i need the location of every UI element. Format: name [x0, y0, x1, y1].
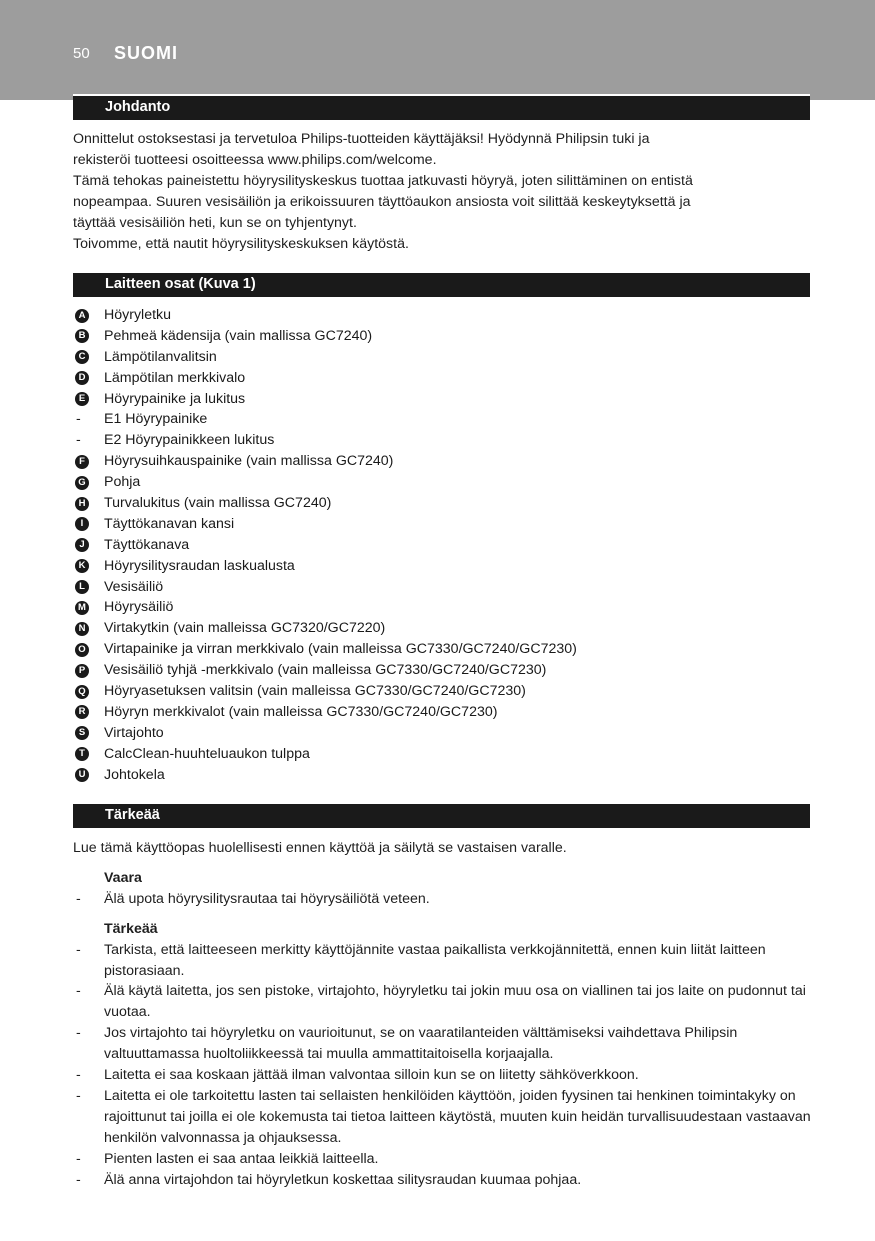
part-item	[73, 514, 813, 535]
warning-heading: Tärkeää	[104, 920, 158, 937]
bullet-item	[73, 981, 813, 1023]
part-letter-badge: G	[75, 476, 89, 490]
part-label: E1 Höyrypainike	[104, 411, 208, 428]
important-content	[73, 838, 813, 1191]
part-item	[73, 472, 813, 493]
danger-list	[73, 889, 813, 910]
part-letter-badge: D	[75, 371, 89, 385]
part-label: Johtokela	[104, 766, 165, 783]
part-item	[73, 368, 813, 389]
part-label: Vesisäiliö tyhjä -merkkivalo (vain malleissa GC7330/GC7240/GC7230)	[104, 662, 547, 679]
part-letter-badge: N	[75, 622, 89, 636]
part-letter-badge: O	[75, 643, 89, 657]
dash-marker: -	[76, 432, 81, 449]
part-label: E2 Höyrypainikkeen lukitus	[104, 432, 275, 449]
bullet-dash: -	[76, 983, 81, 1000]
intro-line: Toivomme, että nautit höyrysilityskeskuksen käytöstä.	[73, 235, 409, 252]
intro-text	[73, 129, 813, 254]
part-letter-badge: C	[75, 350, 89, 364]
part-item	[73, 535, 813, 556]
part-label: Höyrysuihkauspainike (vain mallissa GC7240)	[104, 453, 394, 470]
part-label: Pohja	[104, 474, 141, 491]
part-letter-badge: K	[75, 559, 89, 573]
part-label: Höyryasetuksen valitsin (vain malleissa GC7330/GC7240/GC7230)	[104, 683, 526, 700]
part-item	[73, 556, 813, 577]
intro-line: täyttää vesisäiliön heti, kun se on tyhjentynyt.	[73, 214, 357, 231]
part-label: Höyryletku	[104, 307, 172, 323]
part-item	[73, 618, 813, 639]
part-item	[73, 389, 813, 410]
bullet-text: Laitetta ei ole tarkoitettu lasten tai sellaisten henkilöiden käyttöön, joiden fyysinen tai henkinen toimintakyky on rajoittunut tai joilla ei ole kokemusta tai tietoa laitteen käytöstä, muuten kuin heidän turvallisuudestaan vastaavan henkilön valvonnassa ja ohjauksessa.	[104, 1087, 811, 1146]
bullet-item	[73, 1149, 813, 1170]
parts-list	[73, 305, 813, 785]
part-label: Täyttökanava	[104, 536, 190, 553]
part-label: Pehmeä kädensija (vain mallissa GC7240)	[104, 327, 373, 344]
part-letter-badge: A	[75, 309, 89, 323]
section-title-important: Tärkeää	[105, 807, 160, 823]
part-letter-badge: I	[75, 517, 89, 531]
part-label: Virtapainike ja virran merkkivalo (vain malleissa GC7330/GC7240/GC7230)	[104, 641, 577, 658]
part-item	[73, 723, 813, 744]
part-letter-badge: M	[75, 601, 89, 615]
part-letter-badge: B	[75, 329, 89, 343]
bullet-item	[73, 940, 813, 982]
bullet-item	[73, 1065, 813, 1086]
header-band	[0, 0, 875, 100]
part-letter-badge: U	[75, 768, 89, 782]
section-bar-important	[73, 802, 810, 828]
part-item	[73, 702, 813, 723]
part-label: Lämpötilanvalitsin	[104, 348, 217, 365]
bullet-dash: -	[76, 1025, 81, 1042]
part-label: Virtajohto	[104, 724, 164, 741]
part-label: Täyttökanavan kansi	[104, 515, 235, 532]
page-number: 50	[73, 45, 90, 62]
bullet-item	[73, 889, 813, 910]
language-title: SUOMI	[114, 43, 179, 63]
part-item	[73, 326, 813, 347]
part-item	[73, 493, 813, 514]
part-label: Turvalukitus (vain mallissa GC7240)	[104, 495, 332, 512]
part-letter-badge: H	[75, 497, 89, 511]
warning-list	[73, 940, 813, 1191]
bullet-text: Laitetta ei saa koskaan jättää ilman valvontaa silloin kun se on liitetty sähköverkkoon.	[104, 1067, 639, 1084]
bullet-dash: -	[76, 1171, 81, 1188]
bullet-dash: -	[76, 1087, 81, 1104]
intro-line: rekisteröi tuotteesi osoitteessa www.philips.com/welcome.	[73, 151, 437, 168]
part-letter-badge: T	[75, 747, 89, 761]
intro-line: Tämä tehokas paineistettu höyrysilityskeskus tuottaa jatkuvasti höyryä, joten silittäminen on entistä	[73, 172, 693, 189]
part-item	[73, 451, 813, 472]
part-item	[73, 660, 813, 681]
part-letter-badge: R	[75, 705, 89, 719]
part-label: CalcClean-huuhteluaukon tulppa	[104, 745, 310, 762]
part-item	[73, 305, 813, 326]
bullet-item	[73, 1023, 813, 1065]
section-title-intro: Johdanto	[105, 99, 171, 115]
section-bar-parts	[73, 271, 810, 297]
part-letter-badge: E	[75, 392, 89, 406]
bullet-item	[73, 1086, 813, 1149]
part-item	[73, 430, 813, 451]
part-label: Virtakytkin (vain malleissa GC7320/GC7220)	[104, 620, 386, 637]
part-label: Höyrypainike ja lukitus	[104, 390, 246, 407]
bullet-text: Jos virtajohto tai höyryletku on vaurioitunut, se on vaaratilanteiden välttämiseksi vaihdettava Philipsin valtuuttamassa huoltoliikkeessä tai muulla ammattitaitoisella korjaajalla.	[104, 1025, 738, 1063]
part-item	[73, 744, 813, 765]
dash-marker: -	[76, 411, 81, 428]
bullet-text: Älä anna virtajohdon tai höyryletkun koskettaa silitysraudan kuumaa pohjaa.	[104, 1171, 582, 1188]
part-letter-badge: L	[75, 580, 89, 594]
part-label: Höyryn merkkivalot (vain malleissa GC7330/GC7240/GC7230)	[104, 703, 498, 720]
part-letter-badge: F	[75, 455, 89, 469]
bullet-dash: -	[76, 1150, 81, 1167]
bullet-text: Tarkista, että laitteeseen merkitty käyttöjännite vastaa paikallista verkkojännitettä, ennen kuin liität laitteen pistorasiaan.	[104, 941, 766, 979]
section-title-parts: Laitteen osat (Kuva 1)	[105, 276, 256, 292]
part-label: Lämpötilan merkkivalo	[104, 369, 246, 386]
important-intro: Lue tämä käyttöopas huolellisesti ennen käyttöä ja säilytä se vastaisen varalle.	[73, 840, 567, 856]
part-label: Vesisäiliö	[104, 578, 164, 595]
bullet-text: Älä upota höyrysilitysrautaa tai höyrysäiliötä veteen.	[104, 890, 430, 907]
section-bar-intro	[73, 94, 810, 120]
part-letter-badge: P	[75, 664, 89, 678]
intro-line: Onnittelut ostoksestasi ja tervetuloa Philips-tuotteiden käyttäjäksi! Hyödynnä Philipsin tuki ja	[73, 131, 650, 147]
part-letter-badge: Q	[75, 685, 89, 699]
part-item	[73, 639, 813, 660]
part-label: Höyrysäiliö	[104, 599, 174, 616]
danger-heading: Vaara	[104, 869, 142, 886]
bullet-item	[73, 1170, 813, 1191]
bullet-text: Pienten lasten ei saa antaa leikkiä laitteella.	[104, 1150, 379, 1167]
part-item	[73, 597, 813, 618]
bullet-dash: -	[76, 941, 81, 958]
bullet-dash: -	[76, 890, 81, 907]
part-letter-badge: S	[75, 726, 89, 740]
part-item	[73, 409, 813, 430]
part-item	[73, 577, 813, 598]
bullet-dash: -	[76, 1067, 81, 1084]
part-item	[73, 681, 813, 702]
part-item	[73, 765, 813, 786]
intro-line: nopeampaa. Suuren vesisäiliön ja erikoissuuren täyttöaukon ansiosta voit silittää keskeytyksettä ja	[73, 193, 691, 210]
part-item	[73, 347, 813, 368]
part-letter-badge: J	[75, 538, 89, 552]
part-label: Höyrysilitysraudan laskualusta	[104, 557, 295, 574]
bullet-text: Älä käytä laitetta, jos sen pistoke, virtajohto, höyryletku tai jokin muu osa on viallinen tai jos laite on pudonnut tai vuotaa.	[104, 983, 806, 1021]
